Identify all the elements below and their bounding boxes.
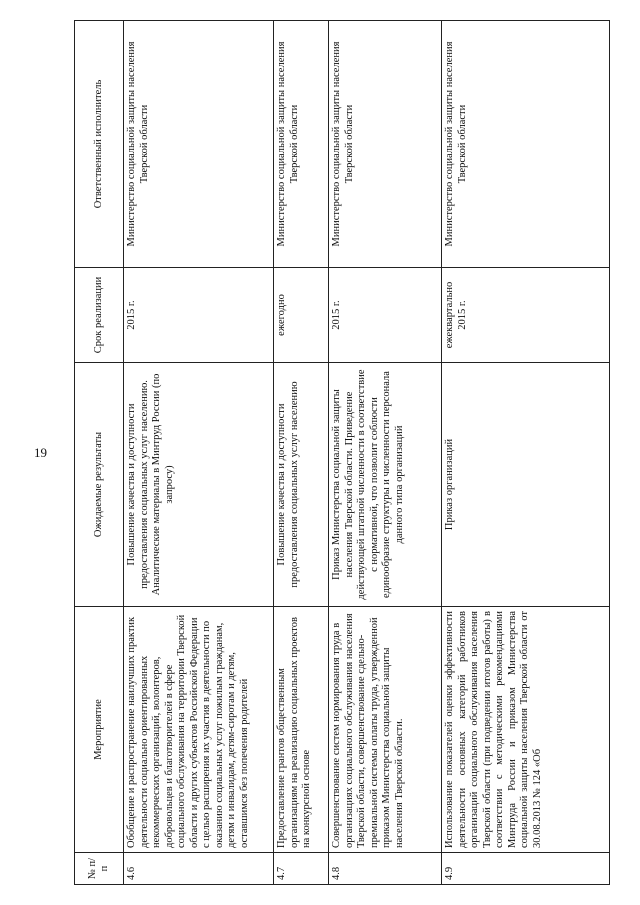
row-responsible: Министерство социальной защиты населения Тверской области (124, 21, 274, 268)
row-activity: Обобщение и распространение наилучших практик деятельности социально ориентированных некоммерческих организаций, волонтеров, добровольцев и благотворителей в сфере социального обслуживания на территории Тверской области и других субъектов Российской Федерации с целью расширения их участия в деятельности по оказанию социальных услуг пожилым гражданам, детям и инвалидам, детям-сиротам и детям, оставшимся без попечения родителей (124, 607, 274, 853)
table-row (124, 21, 274, 885)
row-responsible: Министерство социальной защиты населения Тверской области (274, 21, 329, 268)
header-responsible: Ответственный исполнитель (75, 21, 124, 268)
table-row (274, 21, 329, 885)
header-results: Ожидаемые результаты (75, 363, 124, 607)
row-results: Приказ Министерства социальной защиты населения Тверской области. Приведение действующей штатной численности в соответствие с нормативной, что позволит соблюсти единообразие структуры и численности персонала данного типа организаций (329, 363, 442, 607)
table-row (442, 21, 610, 885)
rotated-table-wrapper (74, 20, 610, 885)
header-term: Срок реализации (75, 268, 124, 363)
row-activity: Предоставление грантов общественным организациям на реализацию социальных проектов на конкурсной основе (274, 607, 329, 853)
row-term: ежегодно (274, 268, 329, 363)
row-results: Повышение качества и доступности предоставления социальных услуг населению. Аналитические материалы в Минтруд России (по запросу) (124, 363, 274, 607)
table-row (329, 21, 442, 885)
row-number: 4.8 (329, 853, 442, 885)
row-term: ежеквартально 2015 г. (442, 268, 610, 363)
row-number: 4.6 (124, 853, 274, 885)
page-number: 19 (34, 445, 47, 460)
row-responsible: Министерство социальной защиты населения Тверской области (329, 21, 442, 268)
row-term: 2015 г. (329, 268, 442, 363)
row-activity: Совершенствование систем нормирования труда в организациях социального обслуживания населения Тверской области, совершенствование сдельно-премиальной системы оплаты труда, утвержденной приказом Министерства социальной защиты населения Тверской области. (329, 607, 442, 853)
row-term: 2015 г. (124, 268, 274, 363)
row-responsible: Министерство социальной защиты населения Тверской области (442, 21, 610, 268)
row-number: 4.7 (274, 853, 329, 885)
row-results: Повышение качества и доступности предоставления социальных услуг населению (274, 363, 329, 607)
header-no: № п/п (75, 853, 124, 885)
row-results: Приказ организаций (442, 363, 610, 607)
activities-table (74, 20, 610, 885)
row-number: 4.9 (442, 853, 610, 885)
table-header-row (75, 21, 124, 885)
row-activity: Использование показателей оценки эффективности деятельности основных категорий работников организаций социального обслуживания населения Тверской области (при подведении итогов работы) в соответствии с методическими рекомендациями Минтруда России и приказом Министерства социальной защиты населения Тверской области от 30.08.2013 № 124 «Об (442, 607, 610, 853)
header-activity: Мероприятие (75, 607, 124, 853)
